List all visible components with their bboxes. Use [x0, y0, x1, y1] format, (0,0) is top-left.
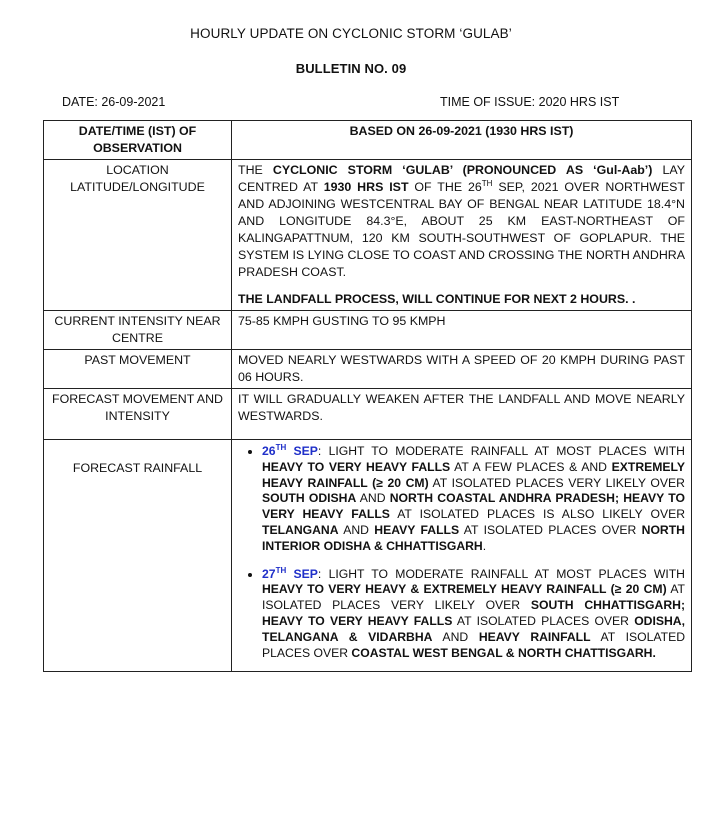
bulletin-number: BULLETIN NO. 09: [295, 61, 407, 76]
table-header-row: [44, 121, 692, 160]
rainfall-text: [232, 440, 692, 672]
table-row-forecast: [44, 389, 692, 440]
table-row-intensity: [44, 311, 692, 350]
table-row-movement: [44, 350, 692, 389]
list-item: • 27TH SEP: LIGHT TO MODERATE RAINFALL AT MOST PLACES WITH HEAVY TO VERY HEAVY & EXTREMELY HEAVY RAINFALL (≥ 20 CM) AT ISOLATED PLACES VERY LIKELY OVER SOUTH CHHATTISGARH; HEAVY TO VERY HEAVY FALLS AT ISOLATED PLACES OVER ODISHA, TELANGANA & VIDARBHA AND HEAVY RAINFALL AT ISOLATED PLACES OVER COASTAL WEST BENGAL & NORTH CHATTISGARH.: [262, 567, 685, 662]
location-paragraph: THE CYCLONIC STORM ‘GULAB’ (PRONOUNCED AS ‘Gul-Aab’) LAY CENTRED AT 1930 HRS IST OF THE 26TH SEP, 2021 OVER NORTHWEST AND ADJOINING WESTCENTRAL BAY OF BENGAL NEAR LATITUDE 18.4°N AND LONGITUDE 84.3°E, ABOUT 25 KM EAST-NORTHEAST OF KALINGAPATTNUM, 120 KM SOUTH-SOUTHWEST OF GOPLAPUR. THE SYSTEM IS LYING CLOSE TO COAST AND CROSSING THE NORTH ANDHRA PRADESH COAST.: [238, 163, 686, 279]
col-header-based-on: BASED ON 26-09-2021 (1930 HRS IST): [232, 121, 692, 160]
intensity-value: 75-85 KMPH GUSTING TO 95 KMPH: [232, 311, 692, 350]
list-item: • 26TH SEP: LIGHT TO MODERATE RAINFALL AT MOST PLACES WITH HEAVY TO VERY HEAVY FALLS AT A FEW PLACES & AND EXTREMELY HEAVY RAINFALL (≥ 20 CM) AT ISOLATED PLACES VERY LIKELY OVER SOUTH ODISHA AND NORTH COASTAL ANDHRA PRADESH; HEAVY TO VERY HEAVY FALLS AT ISOLATED PLACES IS ALSO LIKELY OVER TELANGANA AND HEAVY FALLS AT ISOLATED PLACES OVER NORTH INTERIOR ODISHA & CHHATTISGARH.: [262, 444, 685, 555]
landfall-note: THE LANDFALL PROCESS, WILL CONTINUE FOR NEXT 2 HOURS. .: [238, 292, 636, 306]
location-text: [232, 160, 692, 311]
table-row-rainfall: [44, 440, 692, 672]
movement-value: MOVED NEARLY WESTWARDS WITH A SPEED OF 20 KMPH DURING PAST 06 HOURS.: [232, 350, 692, 389]
forecast-label: FORECAST MOVEMENT AND INTENSITY: [44, 389, 232, 440]
col-header-observation: DATE/TIME (IST) OF OBSERVATION: [44, 121, 232, 160]
issue-date: DATE: 26-09-2021: [62, 95, 166, 109]
intensity-label: CURRENT INTENSITY NEAR CENTRE: [44, 311, 232, 350]
bulletin-title: HOURLY UPDATE ON CYCLONIC STORM ‘GULAB’: [190, 26, 512, 41]
table-row-location: [44, 160, 692, 311]
movement-label: PAST MOVEMENT: [44, 350, 232, 389]
rainfall-label: FORECAST RAINFALL: [44, 440, 232, 672]
rainfall-list: [238, 444, 685, 661]
location-label: LOCATION LATITUDE/LONGITUDE: [44, 160, 232, 311]
time-of-issue: TIME OF ISSUE: 2020 HRS IST: [440, 95, 620, 109]
forecast-value: IT WILL GRADUALLY WEAKEN AFTER THE LANDFALL AND MOVE NEARLY WESTWARDS.: [232, 389, 692, 440]
bulletin-table: [43, 120, 692, 672]
